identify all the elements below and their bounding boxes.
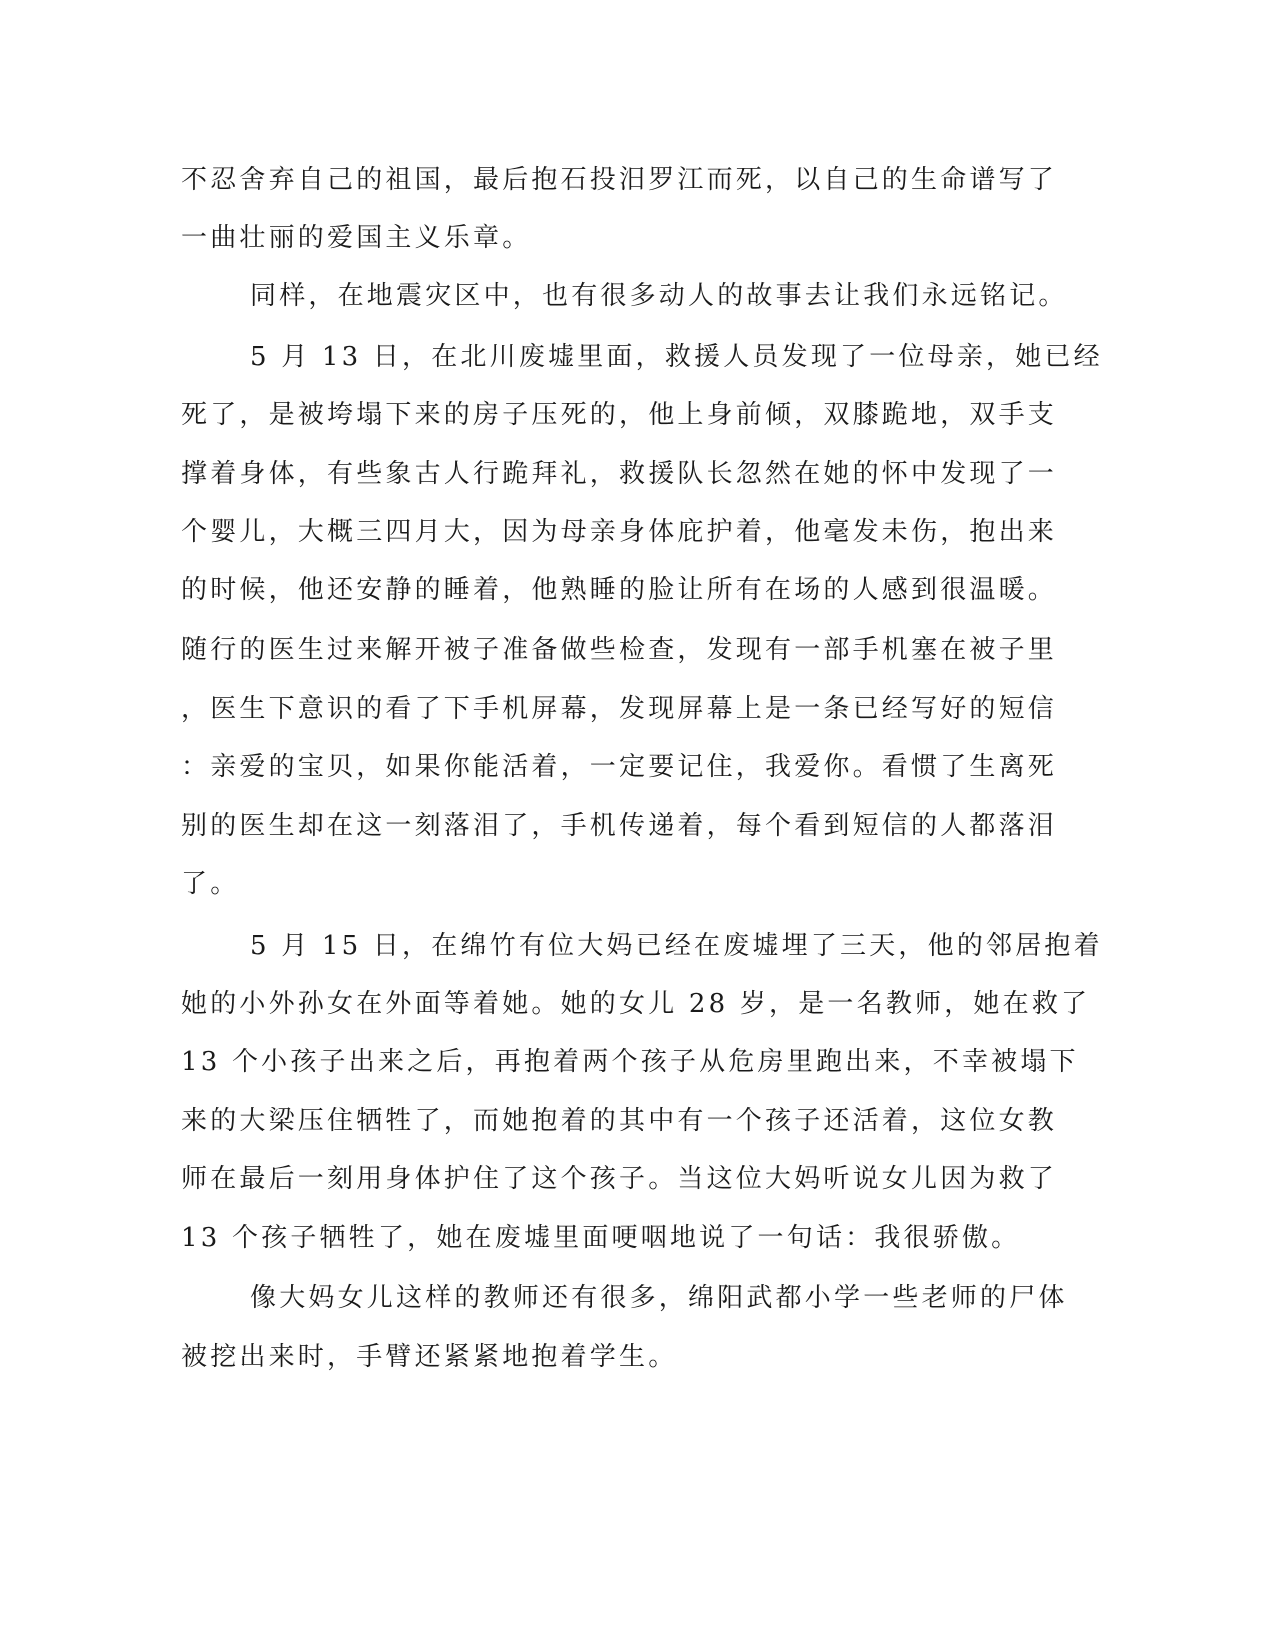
text-line-19: 13 个孩子牺牲了，她在废墟里面哽咽地说了一句话：我很骄傲。 bbox=[181, 1223, 1021, 1253]
text-line-18: 师在最后一刻用身体护住了这个孩子。当这位大妈听说女儿因为救了 bbox=[181, 1164, 1058, 1194]
text-line-6: 撑着身体，有些象古人行跪拜礼，救援队长忽然在她的怀中发现了一 bbox=[181, 459, 1058, 489]
text-line-9: 随行的医生过来解开被子准备做些检查，发现有一部手机塞在被子里 bbox=[181, 635, 1058, 665]
text-line-3: 同样，在地震灾区中，也有很多动人的故事去让我们永远铭记。 bbox=[250, 281, 1068, 311]
text-line-4: 5 月 13 日，在北川废墟里面，救援人员发现了一位母亲，她已经 bbox=[250, 342, 1103, 372]
text-line-11: ：亲爱的宝贝，如果你能活着，一定要记住，我爱你。看惯了生离死 bbox=[181, 752, 1058, 782]
text-line-12: 别的医生却在这一刻落泪了，手机传递着，每个看到短信的人都落泪 bbox=[181, 811, 1058, 841]
text-line-21: 被挖出来时，手臂还紧紧地抱着学生。 bbox=[181, 1342, 678, 1372]
text-line-13: 了。 bbox=[181, 869, 240, 899]
text-line-8: 的时候，他还安静的睡着，他熟睡的脸让所有在场的人感到很温暖。 bbox=[181, 575, 1058, 605]
text-line-10: ，医生下意识的看了下手机屏幕，发现屏幕上是一条已经写好的短信 bbox=[181, 694, 1058, 724]
text-line-14: 5 月 15 日，在绵竹有位大妈已经在废墟埋了三天，他的邻居抱着 bbox=[250, 931, 1103, 961]
text-line-5: 死了，是被垮塌下来的房子压死的，他上身前倾，双膝跪地，双手支 bbox=[181, 400, 1058, 430]
text-line-20: 像大妈女儿这样的教师还有很多，绵阳武都小学一些老师的尸体 bbox=[250, 1283, 1068, 1313]
text-line-16: 13 个小孩子出来之后，再抱着两个孩子从危房里跑出来，不幸被塌下 bbox=[181, 1047, 1079, 1077]
text-line-7: 个婴儿，大概三四月大，因为母亲身体庇护着，他毫发未伤，抱出来 bbox=[181, 517, 1058, 547]
text-line-1: 不忍舍弃自己的祖国，最后抱石投汨罗江而死，以自己的生命谱写了 bbox=[181, 165, 1058, 195]
text-line-17: 来的大梁压住牺牲了，而她抱着的其中有一个孩子还活着，这位女教 bbox=[181, 1106, 1058, 1136]
text-line-2: 一曲壮丽的爱国主义乐章。 bbox=[181, 223, 532, 253]
text-line-15: 她的小外孙女在外面等着她。她的女儿 28 岁，是一名教师，她在救了 bbox=[181, 989, 1091, 1019]
